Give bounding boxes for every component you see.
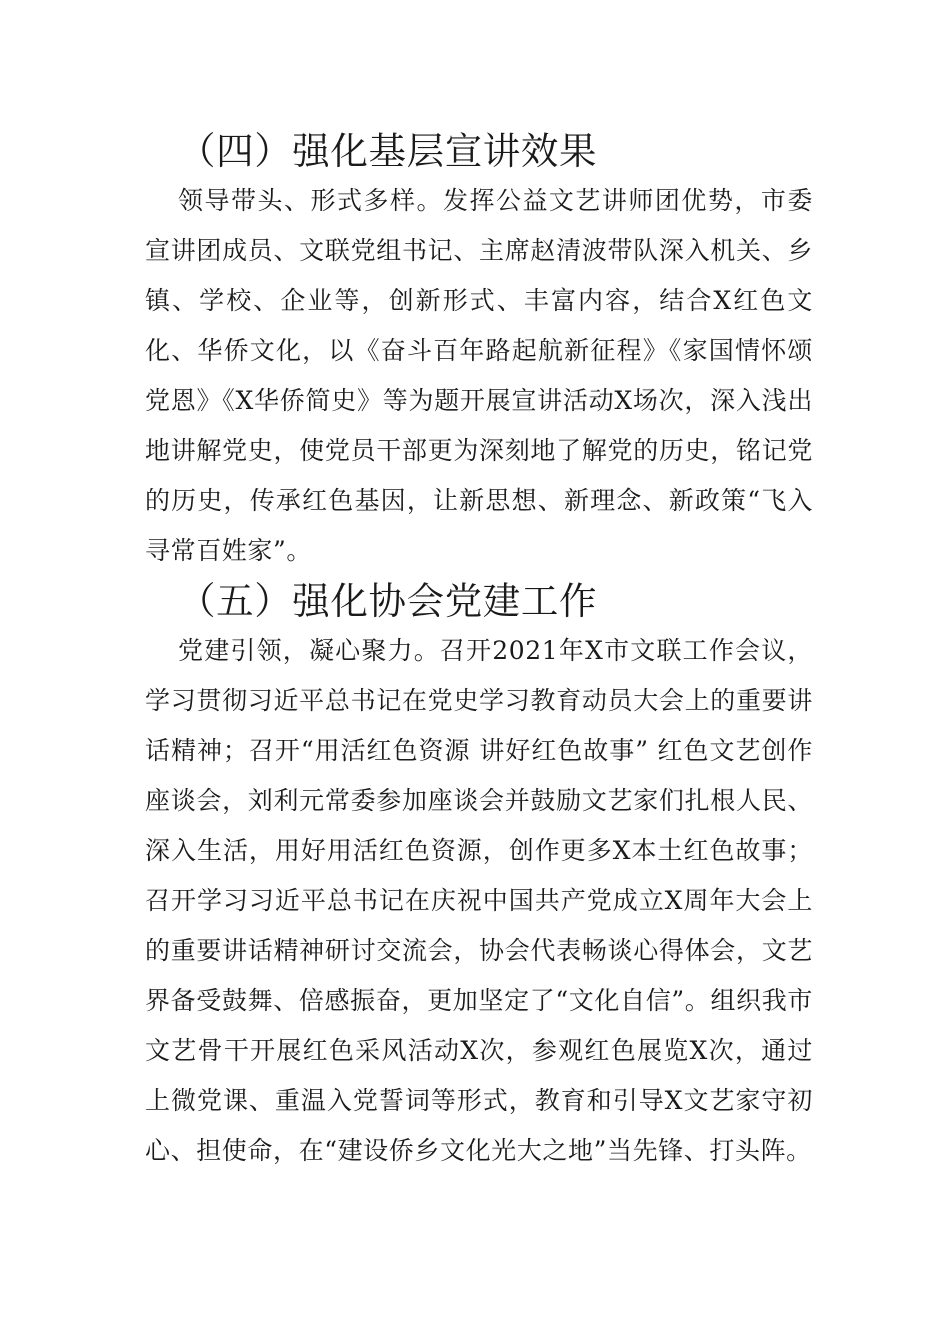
section-paragraph-4: 领导带头、形式多样。发挥公益文艺讲师团优势，市委宣讲团成员、文联党组书记、主席赵清波带队深入机关、乡镇、学校、企业等，创新形式、丰富内容，结合X红色文化、华侨文化，以《奋斗百年路起航新征程》《家国情怀颂党恩》《X华侨简史》等为题开展宣讲活动X场次，深入浅出地讲解党史，使党员干部更为深刻地了解党的历史，铭记党的历史，传承红色基因，让新思想、新理念、新政策“飞入寻常百姓家”。 bbox=[145, 186, 813, 565]
document-body bbox=[145, 126, 813, 1176]
section-paragraph-5: 党建引领，凝心聚力。召开2021年X市文联工作会议，学习贯彻习近平总书记在党史学习教育动员大会上的重要讲话精神；召开“用活红色资源 讲好红色故事” 红色文艺创作座谈会，刘利元常委参加座谈会并鼓励文艺家们扎根人民、深入生活，用好用活红色资源，创作更多X本土红色故事；召开学习习近平总书记在庆祝中国共产党成立X周年大会上的重要讲话精神研讨交流会，协会代表畅谈心得体会，文艺界备受鼓舞、倍感振奋，更加坚定了“文化自信”。组织我市文艺骨干开展红色采风活动X次，参观红色展览X次，通过上微党课、重温入党誓词等形式，教育和引导X文艺家守初心、担使命，在“建设侨乡文化光大之地”当先锋、打头阵。 bbox=[145, 636, 813, 1165]
section-heading-5: （五）强化协会党建工作 bbox=[178, 579, 598, 623]
section-heading-4: （四）强化基层宣讲效果 bbox=[178, 129, 598, 173]
